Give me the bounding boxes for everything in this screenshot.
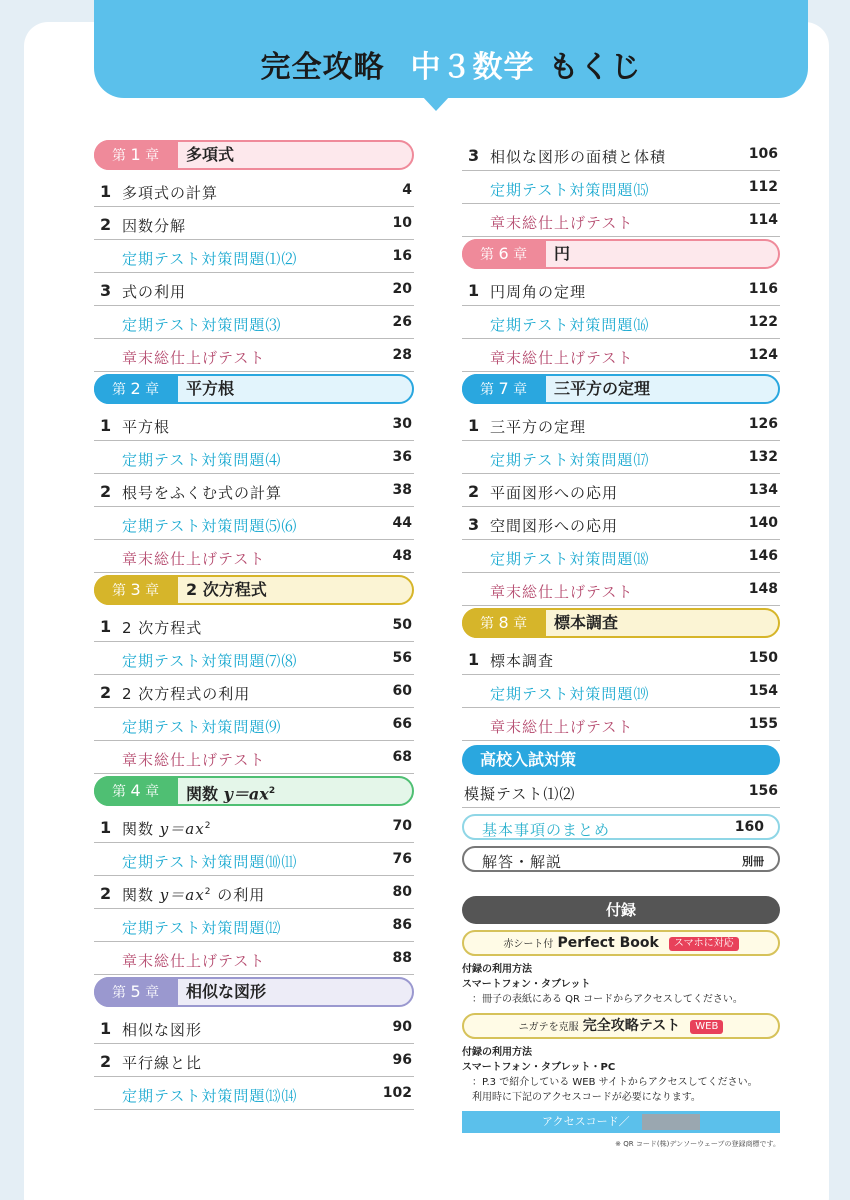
perfect-book-box[interactable]: 赤シート付 Perfect Book スマホに対応 [462,930,780,956]
section-label: 相似な図形 [122,1021,203,1039]
toc-row[interactable] [94,540,414,573]
chapter-header[interactable] [94,374,414,404]
section-label: 定期テスト対策問題⑷ [122,451,282,469]
page-number: 70 [392,818,412,834]
chapter-header[interactable] [94,140,414,170]
toc-row[interactable] [94,339,414,372]
section-label: 根号をふくむ式の計算 [122,484,283,502]
page-number: 50 [392,617,412,633]
toc-row[interactable] [462,408,780,441]
chapter-title: 三平方の定理 [554,379,651,398]
toc-row[interactable] [94,207,414,240]
page-number: 66 [392,716,412,732]
chapter-header[interactable] [462,374,780,404]
chapter-badge: 第 7 章 [462,374,546,404]
section-label: 2 次方程式 [122,619,203,637]
toc-row[interactable] [462,204,780,237]
toc-row[interactable] [462,339,780,372]
page-number: 155 [748,716,778,732]
section-label: 定期テスト対策問題⒅ [490,550,650,568]
chapter-title: 平方根 [186,379,235,398]
section-label: 関数 $y=ax^2$ の利用 [122,886,266,904]
toc-row[interactable] [94,843,414,876]
toc-row[interactable] [94,708,414,741]
chapter-badge: 第 3 章 [94,575,178,605]
toc-row[interactable] [94,507,414,540]
web-test-box[interactable]: ニガテを克服 完全攻略テスト WEB [462,1013,780,1039]
toc-row[interactable] [94,174,414,207]
page-number: 150 [748,650,778,666]
page-number: 4 [402,182,412,198]
page-number: 56 [392,650,412,666]
page-title: 完全攻略 中３数学 もくじ [260,50,642,85]
section-number: 2 [100,215,112,234]
chapter-title: 2 次方程式 [186,580,267,599]
section-label: 定期テスト対策問題⒆ [490,685,650,703]
toc-row[interactable] [462,171,780,204]
section-number: 3 [468,515,480,534]
section-label: 関数 $y=ax^2$ [122,820,212,838]
page-number: 146 [748,548,778,564]
toc-row[interactable] [462,708,780,741]
section-number: 1 [100,182,112,201]
section-label: 空間図形への応用 [490,517,619,535]
page-number: 68 [392,749,412,765]
page-number: 26 [392,314,412,330]
section-label: 章末総仕上げテスト [490,718,634,736]
toc-row[interactable] [462,507,780,540]
section-number: 2 [100,884,112,903]
toc-row[interactable] [94,273,414,306]
toc-row[interactable] [94,441,414,474]
page-number: 86 [392,917,412,933]
chapter-title: 標本調査 [554,613,619,632]
basics-summary-row[interactable]: 基本事項のまとめ 160 [462,814,780,840]
toc-row[interactable] [462,573,780,606]
section-label: 定期テスト対策問題⒃ [490,316,650,334]
exam-prep-header[interactable]: 高校入試対策 [462,745,780,775]
chapter-header[interactable] [94,575,414,605]
page-number: 48 [392,548,412,564]
toc-row[interactable] [94,1044,414,1077]
banner-pointer [422,96,450,111]
page-number: 126 [748,416,778,432]
page-number: 96 [392,1052,412,1068]
section-number: 1 [100,818,112,837]
page-number: 102 [382,1085,412,1101]
page-number: 90 [392,1019,412,1035]
section-label: 相似な図形の面積と体積 [490,148,667,166]
page-number: 124 [748,347,778,363]
toc-row[interactable] [462,138,780,171]
chapter-badge: 第 5 章 [94,977,178,1007]
section-number: 2 [468,482,480,501]
page-number: 116 [748,281,778,297]
page-number: 80 [392,884,412,900]
section-number: 3 [100,281,112,300]
section-number: 1 [468,416,480,435]
toc-row[interactable] [462,675,780,708]
toc-row[interactable] [94,642,414,675]
section-number: 1 [100,617,112,636]
access-code-mask [642,1114,700,1130]
page-number: 134 [748,482,778,498]
usage-note-1: 付録の利用方法 スマートフォン・タブレット ：冊子の表紙にある QR コードからアクセスしてください。 [462,964,743,1005]
page-number: 114 [748,212,778,228]
page-number: 38 [392,482,412,498]
section-number: 2 [100,683,112,702]
page-number: 20 [392,281,412,297]
page-number: 88 [392,950,412,966]
chapter-header[interactable] [462,239,780,269]
page-number: 112 [748,179,778,195]
section-label: 定期テスト対策問題⑿ [122,919,282,937]
section-label: 章末総仕上げテスト [490,214,634,232]
page-number: 122 [748,314,778,330]
section-number: 1 [468,650,480,669]
section-label: 式の利用 [122,283,187,301]
usage-note-2: 付録の利用方法 スマートフォン・タブレット・PC ：P.3 で紹介している WEB サイトからアクセスしてください。 利用時に下記のアクセスコードが必要になります。 [462,1047,758,1103]
section-label: 2 次方程式の利用 [122,685,251,703]
toc-row[interactable] [94,1011,414,1044]
page-number: 132 [748,449,778,465]
section-label: 章末総仕上げテスト [490,349,634,367]
section-label: 定期テスト対策問題⑶ [122,316,282,334]
web-tag: WEB [690,1020,723,1034]
chapter-badge: 第 1 章 [94,140,178,170]
toc-row[interactable] [462,642,780,675]
trademark-note: ※ QR コード(株)デンソーウェーブの登録商標です。 [615,1140,780,1148]
toc-row[interactable] [94,306,414,339]
answers-row[interactable]: 解答・解説 別冊 [462,846,780,872]
page-number: 148 [748,581,778,597]
section-label: 定期テスト対策問題⒂ [490,181,650,199]
page-number: 36 [392,449,412,465]
toc-left-column [94,138,414,1110]
toc-row[interactable] [94,240,414,273]
chapter-header[interactable] [462,608,780,638]
page-number: 140 [748,515,778,531]
toc-row[interactable] [94,474,414,507]
page-number: 44 [392,515,412,531]
section-label: 平方根 [122,418,171,436]
section-number: 2 [100,482,112,501]
section-number: 1 [100,416,112,435]
section-label: 章末総仕上げテスト [122,952,266,970]
chapter-title: 円 [554,244,571,263]
toc-row[interactable] [94,909,414,942]
toc-row[interactable] [94,408,414,441]
section-label: 章末総仕上げテスト [490,583,634,601]
page-number: 10 [392,215,412,231]
page-number: 76 [392,851,412,867]
section-label: 多項式の計算 [122,184,219,202]
section-label: 定期テスト対策問題⑸⑹ [122,517,298,535]
chapter-header[interactable] [94,977,414,1007]
access-code-bar: アクセスコード／ [462,1111,780,1133]
toc-row[interactable] [462,273,780,306]
section-label: 平行線と比 [122,1054,203,1072]
section-number: 1 [468,281,480,300]
section-label: 標本調査 [490,652,555,670]
page-number: 106 [748,146,778,162]
toc-row[interactable] [94,942,414,975]
toc-row[interactable] [94,810,414,843]
toc-row[interactable] [94,609,414,642]
section-label: 定期テスト対策問題⑴⑵ [122,250,298,268]
section-label: 平面図形への応用 [490,484,619,502]
section-number: 2 [100,1052,112,1071]
section-label: 定期テスト対策問題⒄ [490,451,650,469]
page-number: 154 [748,683,778,699]
mock-test-row[interactable]: 模擬テスト⑴⑵ 156 [462,775,780,808]
page-number: 60 [392,683,412,699]
chapter-badge: 第 4 章 [94,776,178,806]
section-label: 定期テスト対策問題⒀⒁ [122,1087,298,1105]
chapter-badge: 第 6 章 [462,239,546,269]
section-number: 3 [468,146,480,165]
chapter-title: 相似な図形 [186,982,267,1001]
toc-row[interactable] [94,876,414,909]
page-number: 30 [392,416,412,432]
chapter-header[interactable] [94,776,414,806]
toc-row[interactable] [462,441,780,474]
toc-row[interactable] [94,675,414,708]
chapter-badge: 第 2 章 [94,374,178,404]
toc-row[interactable] [462,474,780,507]
section-label: 章末総仕上げテスト [122,751,266,769]
appendix-header: 付録 [462,896,780,924]
section-label: 定期テスト対策問題⑺⑻ [122,652,298,670]
toc-row[interactable] [94,1077,414,1110]
section-label: 章末総仕上げテスト [122,349,266,367]
chapter-badge: 第 8 章 [462,608,546,638]
section-number: 1 [100,1019,112,1038]
toc-row[interactable] [462,540,780,573]
section-label: 定期テスト対策問題⑽⑾ [122,853,298,871]
chapter-title: 多項式 [186,145,235,164]
title-banner [94,0,808,98]
toc-right-column [462,138,780,1149]
section-label: 定期テスト対策問題⑼ [122,718,282,736]
toc-row[interactable] [94,741,414,774]
smartphone-tag: スマホに対応 [669,937,739,951]
page-number: 16 [392,248,412,264]
page-number: 28 [392,347,412,363]
section-label: 因数分解 [122,217,187,235]
section-label: 三平方の定理 [490,418,587,436]
section-label: 円周角の定理 [490,283,587,301]
section-label: 章末総仕上げテスト [122,550,266,568]
toc-row[interactable] [462,306,780,339]
chapter-title: 関数 $y=ax^2$ [186,784,276,804]
